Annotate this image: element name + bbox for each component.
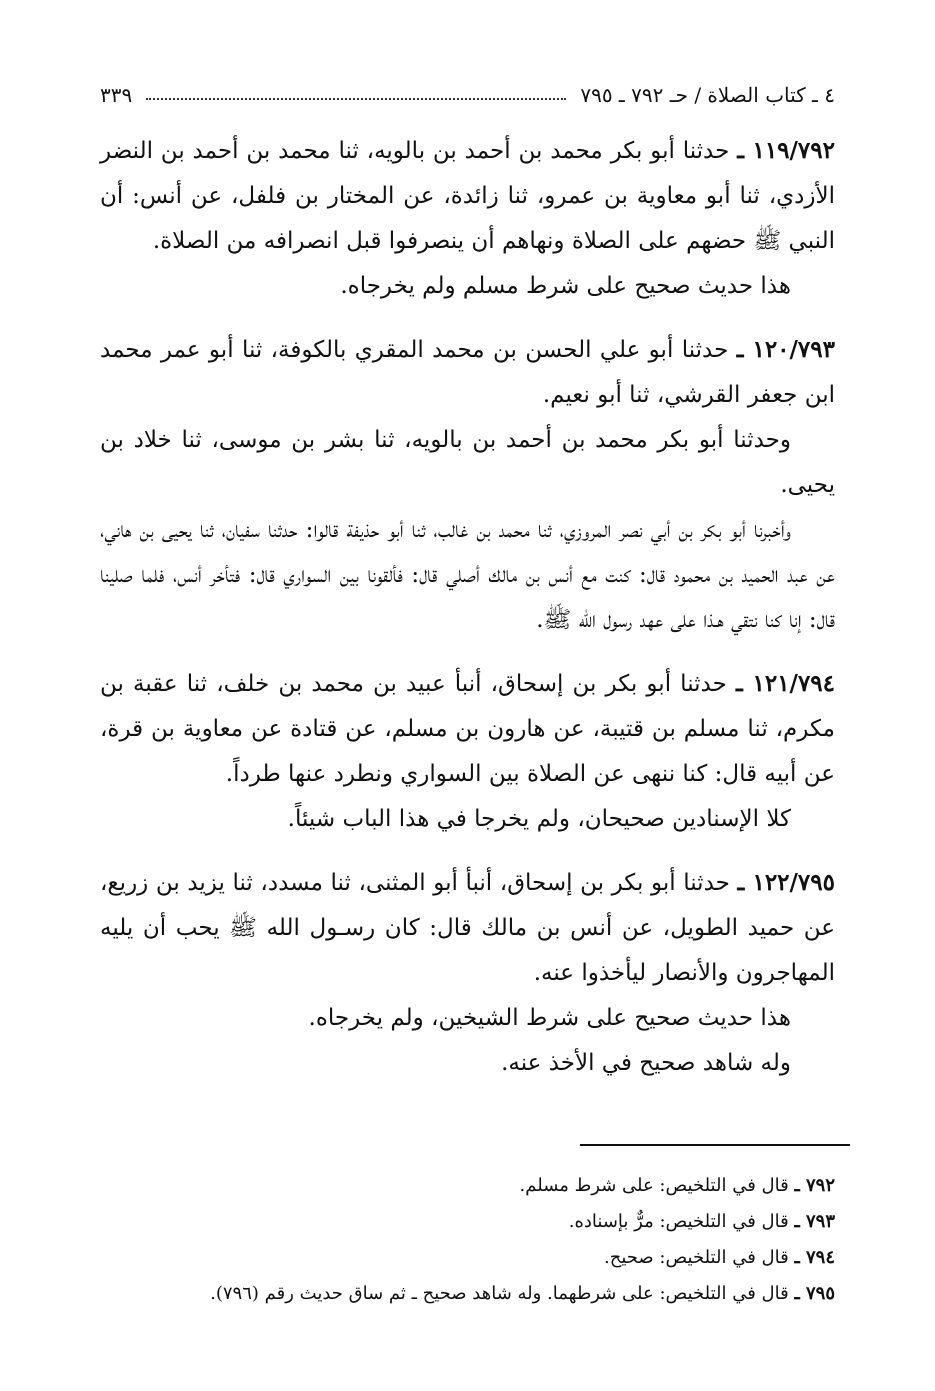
isnad-793-b: وحدثنا أبو بكر محمد بن أحمد بن بالويه، ثنا بشر بن موسى، ثنا خلاد بن يحيى. <box>100 427 835 498</box>
hadith-number: ١٢٢/٧٩٥ ـ <box>737 869 835 896</box>
page-header <box>100 78 835 112</box>
footnote-number: ٧٩٢ ـ <box>794 1175 835 1196</box>
footnote-number: ٧٩٣ ـ <box>794 1211 835 1232</box>
shahid-795: وله شاهد صحيح في الأخذ عنه. <box>501 1050 791 1076</box>
grading-794: كلا الإسنادين صحيحان، ولم يخرجا في هذا الباب شيئاً. <box>287 806 791 832</box>
hadith-795 <box>100 860 835 996</box>
footnotes <box>100 1168 835 1312</box>
main-text <box>100 128 835 1086</box>
hadith-text: حدثنا أبو بكر بن إسحاق، أنبأ عبيد بن محمد بن خلف، ثنا عقبة بن مكرم، ثنا مسلم بن قتيبة، عن هارون بن مسلم، عن قتادة عن معاوية بن قرة، عن أبيه قال: كنا ننهى عن الصلاة بين السواري ونطرد عنها طرداً. <box>100 671 835 787</box>
running-title: ٤ ـ كتاب الصلاة / حـ ٧٩٢ ـ ٧٩٥ <box>580 83 835 107</box>
leader-dots <box>146 98 566 100</box>
hadith-792 <box>100 128 835 264</box>
footnote-text: قال في التلخيص: على شرطهما. وله شاهد صحيح ـ ثم ساق حديث رقم (٧٩٦). <box>210 1283 789 1304</box>
footnote-794 <box>100 1240 835 1276</box>
footnote-text: قال في التلخيص: مرٌّ بإسناده. <box>568 1211 789 1232</box>
footnote-divider <box>580 1144 850 1146</box>
hadith-number: ١١٩/٧٩٢ ـ <box>737 137 835 164</box>
hadith-number: ١٢٠/٧٩٣ ـ <box>736 336 835 363</box>
hadith-793 <box>100 327 835 418</box>
isnad-793-c: وأخبرنا أبو بكر بن أبي نصر المروزي، ثنا محمد بن غالب، ثنا أبو حذيفة قالوا: حدثنا سفيان، ثنا يحيى بن هاني، عن عبد الحميد بن محمود قال: كنت مع أنس بن مالك أصلي قال: فألقونا بين السواري قال: فتأخر أنس، فلما صلينا قال: إنا كنا نتقي هـذا على عهد رسول الله ﷺ. <box>100 517 835 633</box>
footnote-text: قال في التلخيص: على شرط مسلم. <box>519 1175 789 1196</box>
hadith-text: حدثنا أبو بكر محمد بن أحمد بن بالويه، ثنا محمد بن أحمد بن النضر الأزدي، ثنا أبو معاوية بن عمرو، ثنا زائدة، عن المختار بن فلفل، عن أنس: أن النبي ﷺ حضهم على الصلاة ونهاهم أن ينصرفوا قبل انصرافه من الصلاة. <box>100 138 835 254</box>
footnote-number: ٧٩٤ ـ <box>794 1247 835 1268</box>
footnote-text: قال في التلخيص: صحيح. <box>604 1247 789 1268</box>
hadith-number: ١٢١/٧٩٤ ـ <box>735 670 836 697</box>
footnote-793 <box>100 1204 835 1240</box>
grading-795: هذا حديث صحيح على شرط الشيخين، ولم يخرجاه. <box>308 1005 791 1031</box>
footnote-number: ٧٩٥ ـ <box>794 1283 835 1304</box>
hadith-794 <box>100 661 835 797</box>
page-number: ٣٣٩ <box>100 83 133 107</box>
grading-792: هذا حديث صحيح على شرط مسلم ولم يخرجاه. <box>340 273 791 299</box>
footnote-795 <box>100 1276 835 1312</box>
hadith-text: حدثنا أبو بكر بن إسحاق، أنبأ أبو المثنى، ثنا مسدد، ثنا يزيد بن زريع، عن حميد الطويل، عن أنس بن مالك قال: كان رسـول الله ﷺ يحب أن يليه المهاجرون والأنصار ليأخذوا عنه. <box>100 870 835 986</box>
footnote-792 <box>100 1168 835 1204</box>
hadith-text: حدثنا أبو علي الحسن بن محمد المقري بالكوفة، ثنا أبو عمر محمد ابن جعفر القرشي، ثنا أبو نعيم. <box>100 337 835 408</box>
